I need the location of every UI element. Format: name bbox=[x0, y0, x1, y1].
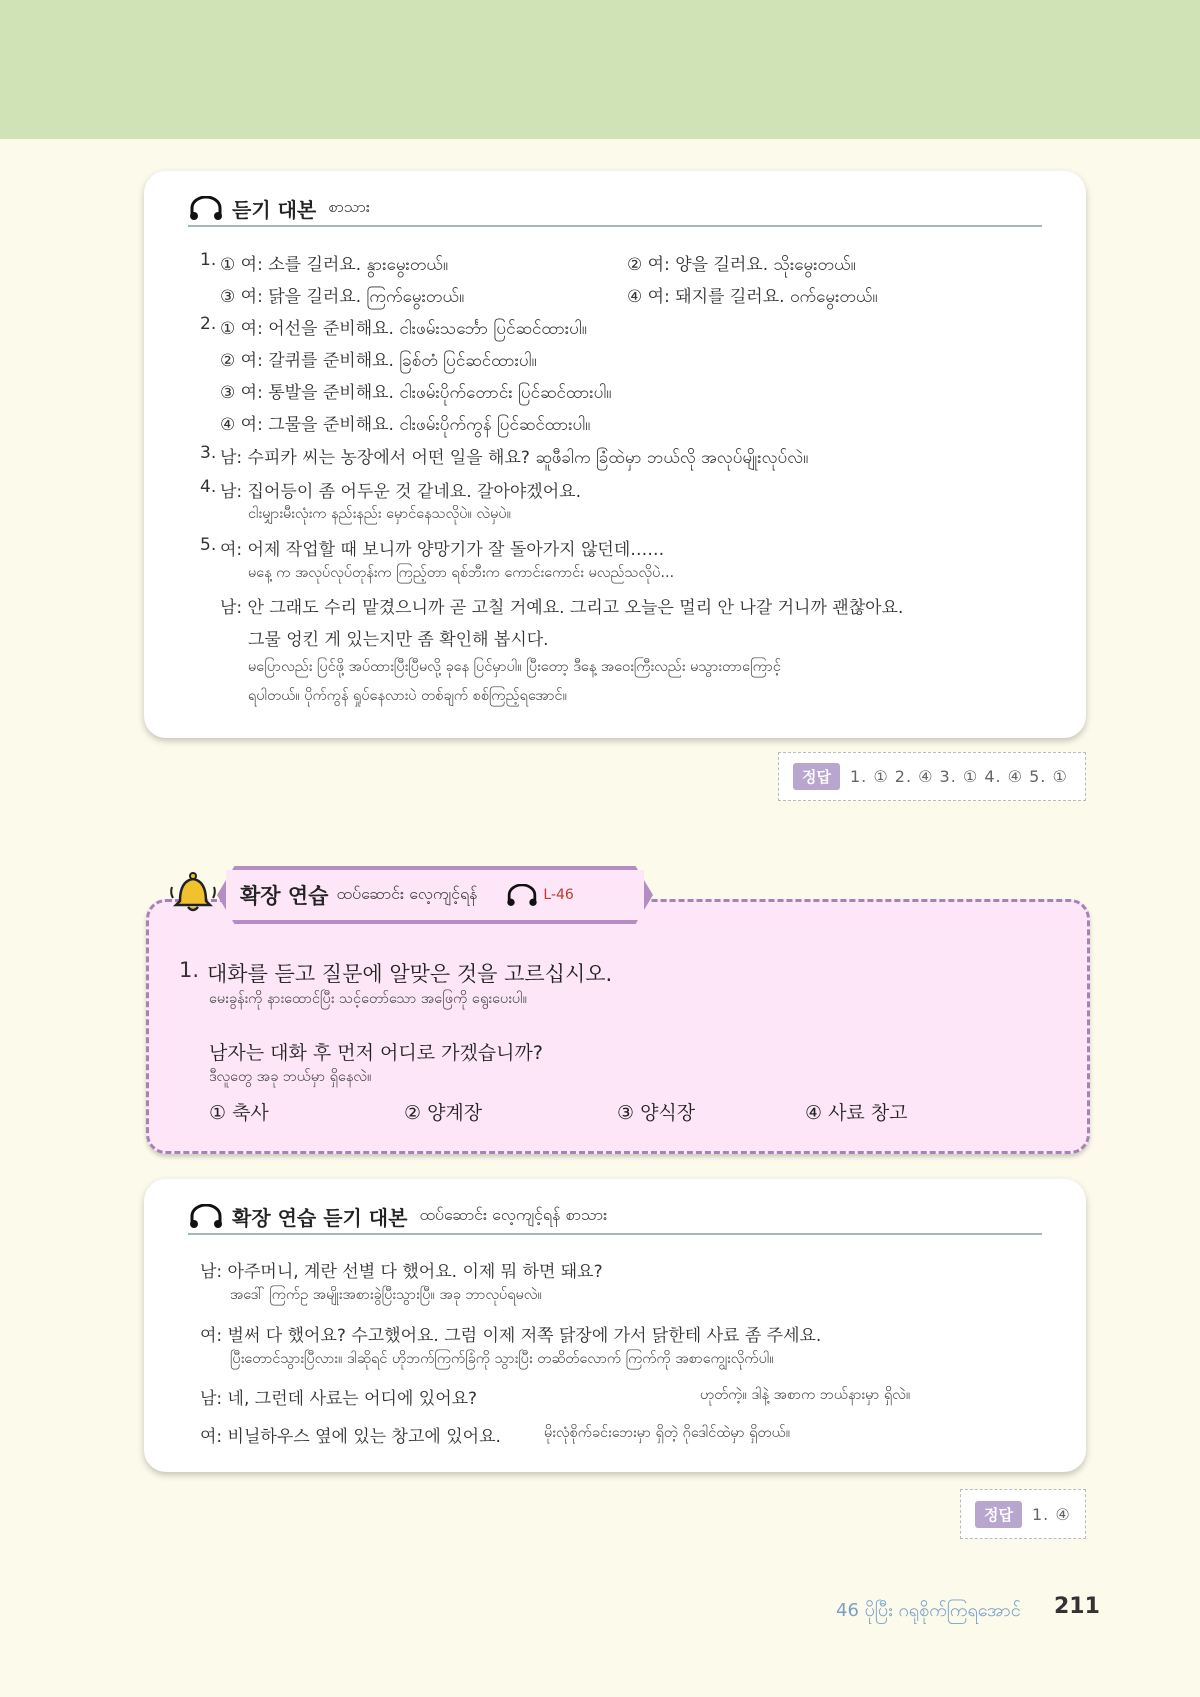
q4-translation: ငါးမျှားမီးလုံးက နည်းနည်း မှောင်နေသလိုပဲ။ လဲမှပဲ။ bbox=[248, 506, 512, 522]
audio-track-label: L-46 bbox=[543, 887, 574, 903]
q1-option-4: ④ 여: 돼지를 길러요. ဝက်မွေးတယ်။ bbox=[627, 287, 878, 307]
q5-woman-line: 여: 어제 작업할 때 보니까 양망기가 잘 돌아가지 않던데…… bbox=[220, 540, 665, 560]
script-title-my: စာသား bbox=[328, 197, 370, 216]
q5-woman-translation: မနေ့ က အလုပ်လုပ်တုန်းက ကြည့်တာ ရစ်ဘီးက ကောင်းကောင်း မလည်သလိုပဲ... bbox=[248, 565, 675, 581]
q5-man-translation-2: ရပါတယ်။ ပိုက်ကွန် ရှုပ်နေလားပဲ တစ်ချက် စစ်ကြည့်ရအောင်။ bbox=[248, 688, 567, 704]
q1-number: 1. bbox=[200, 250, 217, 270]
q5-man-translation-1: မပြောလည်း ပြင်ဖို့ အပ်ထားပြီးပြီမလို့ ခုနေ ပြင်မှာပါ။ ပြီးတော့ ဒီနေ့ အဝေးကြီးလည်း မသွားတာကြောင့် bbox=[248, 659, 781, 675]
page-number: 211 bbox=[1054, 1594, 1100, 1619]
dialogue-translation-4: မိုးလုံစိုက်ခင်းဘေးမှာ ရှိတဲ့ ဂိုဒေါင်ထဲမှာ ရှိတယ်။ bbox=[544, 1425, 791, 1441]
exercise-question-translation: မေးခွန်းကို နားထောင်ပြီး သင့်တော်သော အဖြေကို ရွေးပေးပါ။ bbox=[209, 991, 528, 1007]
answer-badge: 정답 bbox=[975, 1501, 1022, 1528]
exercise-title-my: ထပ်ဆောင်း လေ့ကျင့်ရန် bbox=[336, 884, 478, 903]
answer-key bbox=[778, 752, 1086, 801]
exercise-script-card bbox=[144, 1179, 1086, 1472]
exercise-script-title-my: ထပ်ဆောင်း လေ့ကျင့်ရန် စာသား bbox=[419, 1205, 608, 1224]
q1-option-3: ③ 여: 닭을 길러요. ကြက်မွေးတယ်။ bbox=[220, 287, 465, 307]
exercise-question: 대화를 듣고 질문에 알맞은 것을 고르십시오. bbox=[207, 962, 613, 986]
headphones-icon bbox=[188, 196, 224, 220]
dialogue-line-2: 여: 벌써 다 했어요? 수고했어요. 그럼 이제 저쪽 닭장에 가서 닭한테 사료 좀 주세요. bbox=[200, 1326, 822, 1346]
q5-number: 5. bbox=[200, 535, 217, 555]
dialogue-line-4: 여: 비닐하우스 옆에 있는 창고에 있어요. bbox=[200, 1427, 501, 1447]
exercise-box bbox=[146, 899, 1090, 1154]
exercise-script-title: 확장 연습 듣기 대본 bbox=[232, 1205, 408, 1230]
answer-text: 1. ① 2. ④ 3. ① 4. ④ 5. ① bbox=[849, 767, 1068, 786]
answer-badge: 정답 bbox=[793, 763, 840, 790]
q3-text: 남: 수피카 씨는 농장에서 어떤 일을 해요? ဆူဖီခါက ခြံထဲမှာ ဘယ်လို အလုပ်မျိုးလုပ်လဲ။ bbox=[220, 448, 809, 468]
dialogue-line-1: 남: 아주머니, 계란 선별 다 했어요. 이제 뭐 하면 돼요? bbox=[200, 1262, 603, 1282]
dialogue-translation-1: အဒေါ် ကြက်ဥ အမျိုးအစားခွဲပြီးသွားပြီ။ အခု ဘာလုပ်ရမလဲ။ bbox=[230, 1287, 542, 1303]
option-3[interactable]: ③ 양식장 bbox=[617, 1102, 696, 1124]
exercise-subquestion: 남자는 대화 후 먼저 어디로 가겠습니까? bbox=[209, 1042, 543, 1064]
dialogue-line-3: 남: 네, 그런데 사료는 어디에 있어요? bbox=[200, 1389, 478, 1409]
q2-option-2: ② 여: 갈퀴를 준비해요. ခြစ်တံ ပြင်ဆင်ထားပါ။ bbox=[220, 351, 537, 371]
chapter-title: 46 ပိုပြီး ဂရုစိုက်ကြရအောင် bbox=[836, 1600, 1021, 1621]
script-title: 듣기 대본 bbox=[232, 197, 317, 222]
exercise-subquestion-translation: ဒီလူတွေ အခု ဘယ်မှာ ရှိနေလဲ။ bbox=[209, 1069, 372, 1085]
q2-option-3: ③ 여: 통발을 준비해요. ငါးဖမ်းပိုက်တောင်း ပြင်ဆင်ထားပါ။ bbox=[220, 383, 612, 403]
q2-number: 2. bbox=[200, 314, 217, 334]
bell-icon bbox=[168, 867, 218, 917]
dialogue-translation-2: ပြီးတောင်သွားပြီလား။ ဒါဆိုရင် ဟိုဘက်ကြက်ခြံကို သွားပြီး တဆိတ်လောက် ကြက်ကို အစာကျွေးလိုက်ပါ။ bbox=[230, 1351, 774, 1367]
q4-number: 4. bbox=[200, 477, 217, 497]
exercise-tab bbox=[226, 870, 644, 920]
q3-number: 3. bbox=[200, 443, 217, 463]
headphones-icon bbox=[505, 884, 539, 906]
q1-option-1: ① 여: 소를 길러요. နွားမွေးတယ်။ bbox=[220, 255, 449, 275]
q4-text: 남: 집어등이 좀 어두운 것 같네요. 갈아야겠어요. bbox=[220, 482, 581, 502]
q2-option-1: ① 여: 어선을 준비해요. ငါးဖမ်းသင်္ဘော ပြင်ဆင်ထားပါ။ bbox=[220, 319, 587, 339]
q2-option-4: ④ 여: 그물을 준비해요. ငါးဖမ်းပိုက်ကွန် ပြင်ဆင်ထားပါ။ bbox=[220, 415, 591, 435]
exercise-answer-key bbox=[960, 1489, 1086, 1539]
exercise-title: 확장 연습 bbox=[240, 884, 329, 908]
dialogue-translation-3: ဟုတ်ကဲ့။ ဒါနဲ့ အစာက ဘယ်နားမှာ ရှိလဲ။ bbox=[700, 1387, 911, 1403]
option-2[interactable]: ② 양계장 bbox=[404, 1102, 483, 1124]
script-header bbox=[188, 191, 1042, 227]
q1-option-2: ② 여: 양을 길러요. သိုးမွေးတယ်။ bbox=[627, 255, 856, 275]
answer-text: 1. ④ bbox=[1031, 1504, 1071, 1524]
q5-man-line-2: 그물 엉킨 게 있는지만 좀 확인해 봅시다. bbox=[248, 630, 549, 650]
option-4[interactable]: ④ 사료 창고 bbox=[805, 1102, 908, 1124]
q5-man-line: 남: 안 그래도 수리 맡겼으니까 곧 고칠 거예요. 그리고 오늘은 멀리 안 나갈 거니까 괜찮아요. bbox=[220, 598, 904, 618]
exercise-q-number: 1. bbox=[179, 958, 200, 982]
listening-script-card bbox=[144, 171, 1086, 738]
headphones-icon bbox=[188, 1204, 224, 1228]
option-1[interactable]: ① 축사 bbox=[209, 1102, 269, 1124]
header-band bbox=[0, 0, 1200, 139]
exercise-script-header bbox=[188, 1199, 1042, 1235]
